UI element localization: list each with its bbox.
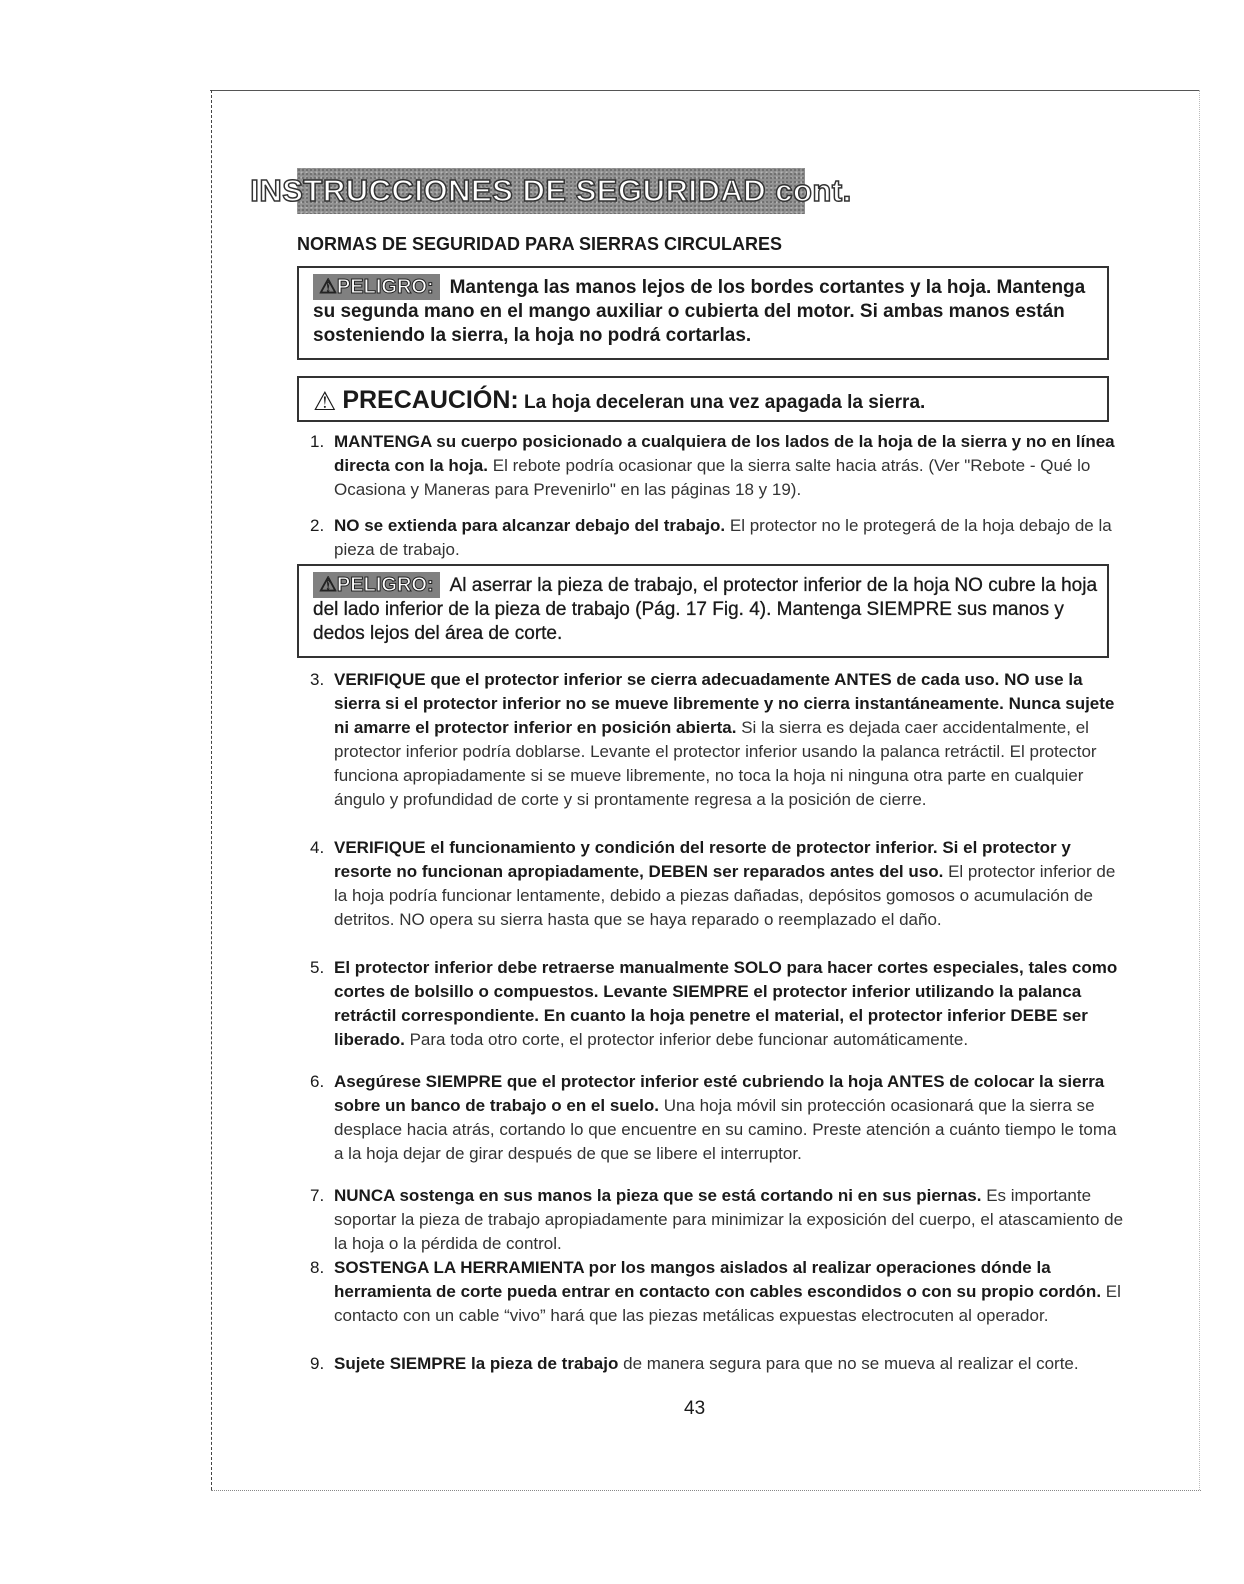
list-item: 9. Sujete SIEMPRE la pieza de trabajo de manera segura para que no se mueva al realizar el corte. bbox=[310, 1354, 1079, 1373]
danger-box-2 bbox=[297, 564, 1109, 658]
list-item: 5. El protector inferior debe retraerse manualmente SOLO para hacer cortes especiales, tales como cortes de bolsillo o compuestos. Levante SIEMPRE el protector inferior utilizando la palanca retráctil correspondiente. En cuanto la hoja penetre el material, el protector inferior DEBE ser liberado. Para toda otro corte, el protector inferior debe funcionar automáticamente. bbox=[310, 958, 1118, 1049]
caution-text: La hoja deceleran una vez apagada la sierra. bbox=[524, 392, 926, 413]
page-frame-top bbox=[210, 90, 1200, 91]
danger-label: ⚠PELIGRO: bbox=[313, 572, 440, 598]
list-item: 6. Asegúrese SIEMPRE que el protector inferior esté cubriendo la hoja ANTES de colocar la sierra sobre un banco de trabajo o en el suelo. Una hoja móvil sin protección ocasionará que la sierra se desplace hacia atrás, cortando lo que encuentre en su camino. Preste atención a cuánto tiempo le toma a la hoja dejar de girar después de que se libere el interruptor. bbox=[310, 1072, 1117, 1163]
page-frame-left bbox=[211, 90, 212, 1490]
page-frame-right bbox=[1199, 90, 1200, 1490]
list-item: 3. VERIFIQUE que el protector inferior se cierra adecuadamente ANTES de cada uso. NO use la sierra si el protector inferior no se mueve libremente y no cierra instantáneamente. Nunca sujete ni amarre el protector inferior en posición abierta. Si la sierra es dejada caer accidentalmente, el protector inferior podría doblarse. Levante el protector inferior usando la palanca retráctil. El protector funciona apropiadamente si se mueve libremente, no toca la hoja ni ninguna otra parte en cualquier ángulo y profundidad de corte y si prontamente regresa a la posición de cierre. bbox=[310, 670, 1115, 809]
list-item: 1. MANTENGA su cuerpo posicionado a cualquiera de los lados de la hoja de la sierra y no en línea directa con la hoja. El rebote podría ocasionar que la sierra salte hacia atrás. (Ver "Rebote - Qué lo Ocasiona y Maneras para Prevenirlo" en las páginas 18 y 19). bbox=[310, 432, 1115, 499]
list-item: 2. NO se extienda para alcanzar debajo del trabajo. El protector no le protegerá de la hoja debajo de la pieza de trabajo. bbox=[310, 516, 1112, 559]
caution-box bbox=[297, 376, 1109, 422]
page-number: 43 bbox=[684, 1398, 706, 1419]
list-item: 8. SOSTENGA LA HERRAMIENTA por los mangos aislados al realizar operaciones dónde la herramienta de corte pueda entrar en contacto con cables escondidos o con su propio cordón. El contacto con un cable “vivo” hará que las piezas metálicas expuestas electrocuten al operador. bbox=[310, 1258, 1121, 1325]
section-heading: NORMAS DE SEGURIDAD PARA SIERRAS CIRCULARES bbox=[297, 234, 783, 254]
danger-label: ⚠PELIGRO: bbox=[313, 274, 440, 300]
page-frame-bottom bbox=[211, 1490, 1201, 1491]
banner-title: INSTRUCCIONES DE SEGURIDAD cont. bbox=[250, 173, 852, 208]
list-item: 4. VERIFIQUE el funcionamiento y condición del resorte de protector inferior. Si el protector y resorte no funcionan apropiadamente, DEBEN ser reparados antes del uso. El protector inferior de la hoja podría funcionar lentamente, debido a piezas dañadas, depósitos gomosos o acumulación de detritos. NO opera su sierra hasta que se haya reparado o reemplazado el daño. bbox=[310, 838, 1116, 929]
danger-box-1 bbox=[297, 266, 1109, 360]
danger-text: Al aserrar la pieza de trabajo, el protector inferior de la hoja NO cubre la hoja del lado inferior de la pieza de trabajo (Pág. 17 Fig. 4). Mantenga SIEMPRE sus manos y dedos lejos del área de corte. bbox=[313, 575, 1098, 644]
warning-triangle-icon: ⚠ bbox=[313, 386, 337, 416]
caution-label: PRECAUCIÓN: bbox=[342, 386, 519, 414]
list-item: 7. NUNCA sostenga en sus manos la pieza que se está cortando ni en sus piernas. Es importante soportar la pieza de trabajo apropiadamente para minimizar la exposición del cuerpo, el atascamiento de la hoja o la pérdida de control. bbox=[310, 1186, 1124, 1253]
section-banner bbox=[250, 168, 852, 214]
danger-text: Mantenga las manos lejos de los bordes cortantes y la hoja. Mantenga su segunda mano en el mango auxiliar o cubierta del motor. Si ambas manos están sosteniendo la sierra, la hoja no podrá cortarlas. bbox=[313, 277, 1086, 346]
